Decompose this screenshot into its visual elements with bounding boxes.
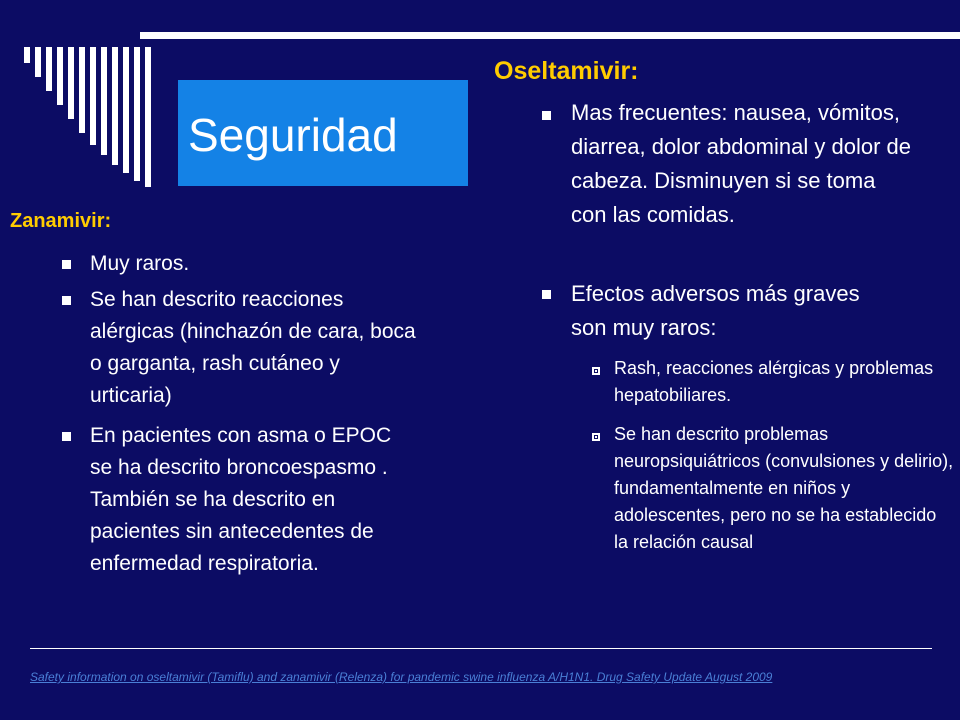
zanamivir-heading: Zanamivir: [10, 210, 112, 232]
oseltamivir-subitem-2: Se han descrito problemas neuropsiquiátricos (convulsiones y delirio), fundamentalmente en niños y adolescentes, pero no se ha establecido la relación causal [614, 424, 954, 552]
zanamivir-item-2: Se han descrito reacciones alérgicas (hinchazón de cara, boca o garganta, rash cutáneo y urticaria) [90, 288, 416, 407]
bullet-icon [542, 111, 551, 120]
bullet-icon [62, 260, 71, 269]
oseltamivir-item-1: Mas frecuentes: nausea, vómitos, diarrea, dolor abdominal y dolor de cabeza. Disminuyen si se toma con las comidas. [571, 100, 911, 227]
sub-bullet-icon [592, 367, 600, 375]
decorative-stripes [0, 0, 160, 200]
footer-reference-link[interactable]: Safety information on oseltamivir (Tamiflu) and zanamivir (Relenza) for pandemic swine influenza A/H1N1. Drug Safety Update August 2009 [30, 670, 773, 684]
zanamivir-item-3: En pacientes con asma o EPOC se ha descrito broncoespasmo . También se ha descrito en pacientes sin antecedentes de enfermedad respiratoria. [90, 424, 392, 575]
bullet-icon [62, 432, 71, 441]
title-box [178, 80, 468, 186]
top-decorative-bar [140, 32, 960, 39]
oseltamivir-heading: Oseltamivir: [494, 57, 639, 85]
bullet-icon [542, 290, 551, 299]
footer-divider [30, 648, 932, 649]
sub-bullet-icon [592, 433, 600, 441]
bullet-icon [62, 296, 71, 305]
zanamivir-item-1: Muy raros. [90, 252, 190, 275]
slide-title: Seguridad [188, 109, 398, 161]
oseltamivir-subitem-1: Rash, reacciones alérgicas y problemas hepatobiliares. [614, 358, 934, 405]
oseltamivir-item-2: Efectos adversos más graves son muy raros: [571, 281, 860, 340]
